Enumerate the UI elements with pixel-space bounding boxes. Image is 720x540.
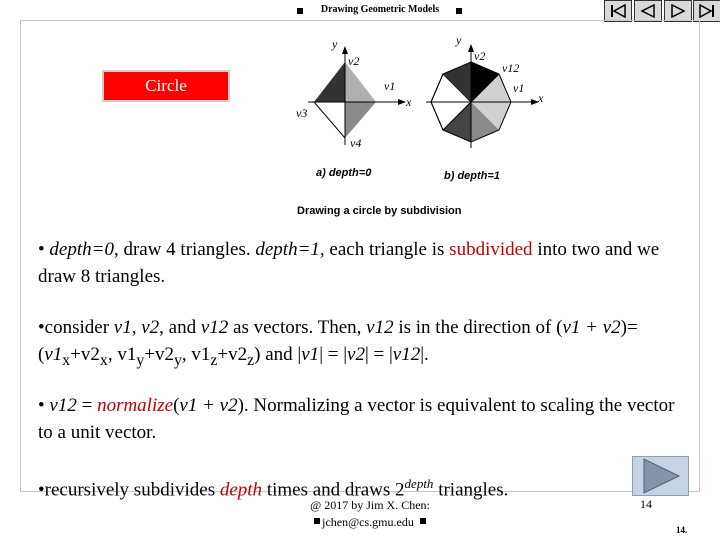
last-page-button[interactable]: [693, 0, 720, 22]
figure-title: Drawing a circle by subdivision: [297, 205, 462, 217]
caption-b: b) depth=1: [444, 170, 500, 182]
diagram-depth-1: [426, 33, 544, 148]
label-v2-a: v2: [348, 54, 360, 68]
footer-square-left: [314, 518, 320, 524]
bullet-recursive: •recursively subdivides depth times and draws $2^{depth}$ triangles.: [38, 476, 509, 501]
subdivision-figure: [280, 30, 570, 225]
play-arrow-icon: [632, 456, 689, 496]
bullet-normalize: • v12 = normalize(v1 + v2). Normalizing a vector is equivalent to scaling the vector to a unit vector.: [38, 395, 675, 443]
footer-line-1: @ 2017 by Jim X. Chen:: [310, 498, 430, 512]
page-number-small: 14.: [676, 525, 688, 535]
label-y-a: y: [332, 37, 338, 51]
label-x-a: x: [406, 95, 412, 109]
circle-callout: [102, 70, 230, 102]
last-page-icon: [698, 4, 716, 18]
header-title: Drawing Geometric Models: [320, 4, 440, 15]
label-v1-a: v1: [384, 79, 396, 93]
diagram-depth-0: [296, 37, 412, 150]
label-y-b: y: [456, 33, 462, 47]
next-page-button[interactable]: [664, 0, 692, 22]
footer-line-2: jchen@cs.gmu.edu: [280, 514, 460, 531]
next-slide-button[interactable]: [632, 456, 689, 496]
label-v3-a: v3: [296, 106, 308, 120]
header-square-right: [456, 8, 462, 14]
label-v4-a: v4: [350, 136, 362, 150]
label-x-b: x: [538, 91, 544, 105]
label-v2-b: v2: [474, 49, 486, 63]
next-page-icon: [669, 4, 687, 18]
caption-a: a) depth=0: [316, 167, 372, 179]
first-page-icon: [609, 4, 627, 18]
bullet-vectors: •consider v1, v2, and v12 as vectors. Then, v12 is in the direction of $(v1 + v2)=(v1_x+v2_x$, $v1_y+v2_y$, $v1_z+v2_z$) and |v1| = |v2| = |v12|.: [38, 317, 638, 369]
footer-credit: [280, 497, 460, 531]
prev-page-icon: [639, 4, 657, 18]
prev-page-button[interactable]: [634, 0, 662, 22]
first-page-button[interactable]: [604, 0, 632, 22]
footer-square-right: [420, 518, 426, 524]
circle-callout-label: Circle: [145, 76, 187, 95]
bullet-depth: • depth=0, draw 4 triangles. depth=1, each triangle is subdivided into two and we draw 8 triangles.: [38, 239, 660, 287]
label-v1-b: v1: [513, 81, 525, 95]
label-v12-b: v12: [502, 61, 520, 75]
page-number: 14: [640, 497, 652, 511]
